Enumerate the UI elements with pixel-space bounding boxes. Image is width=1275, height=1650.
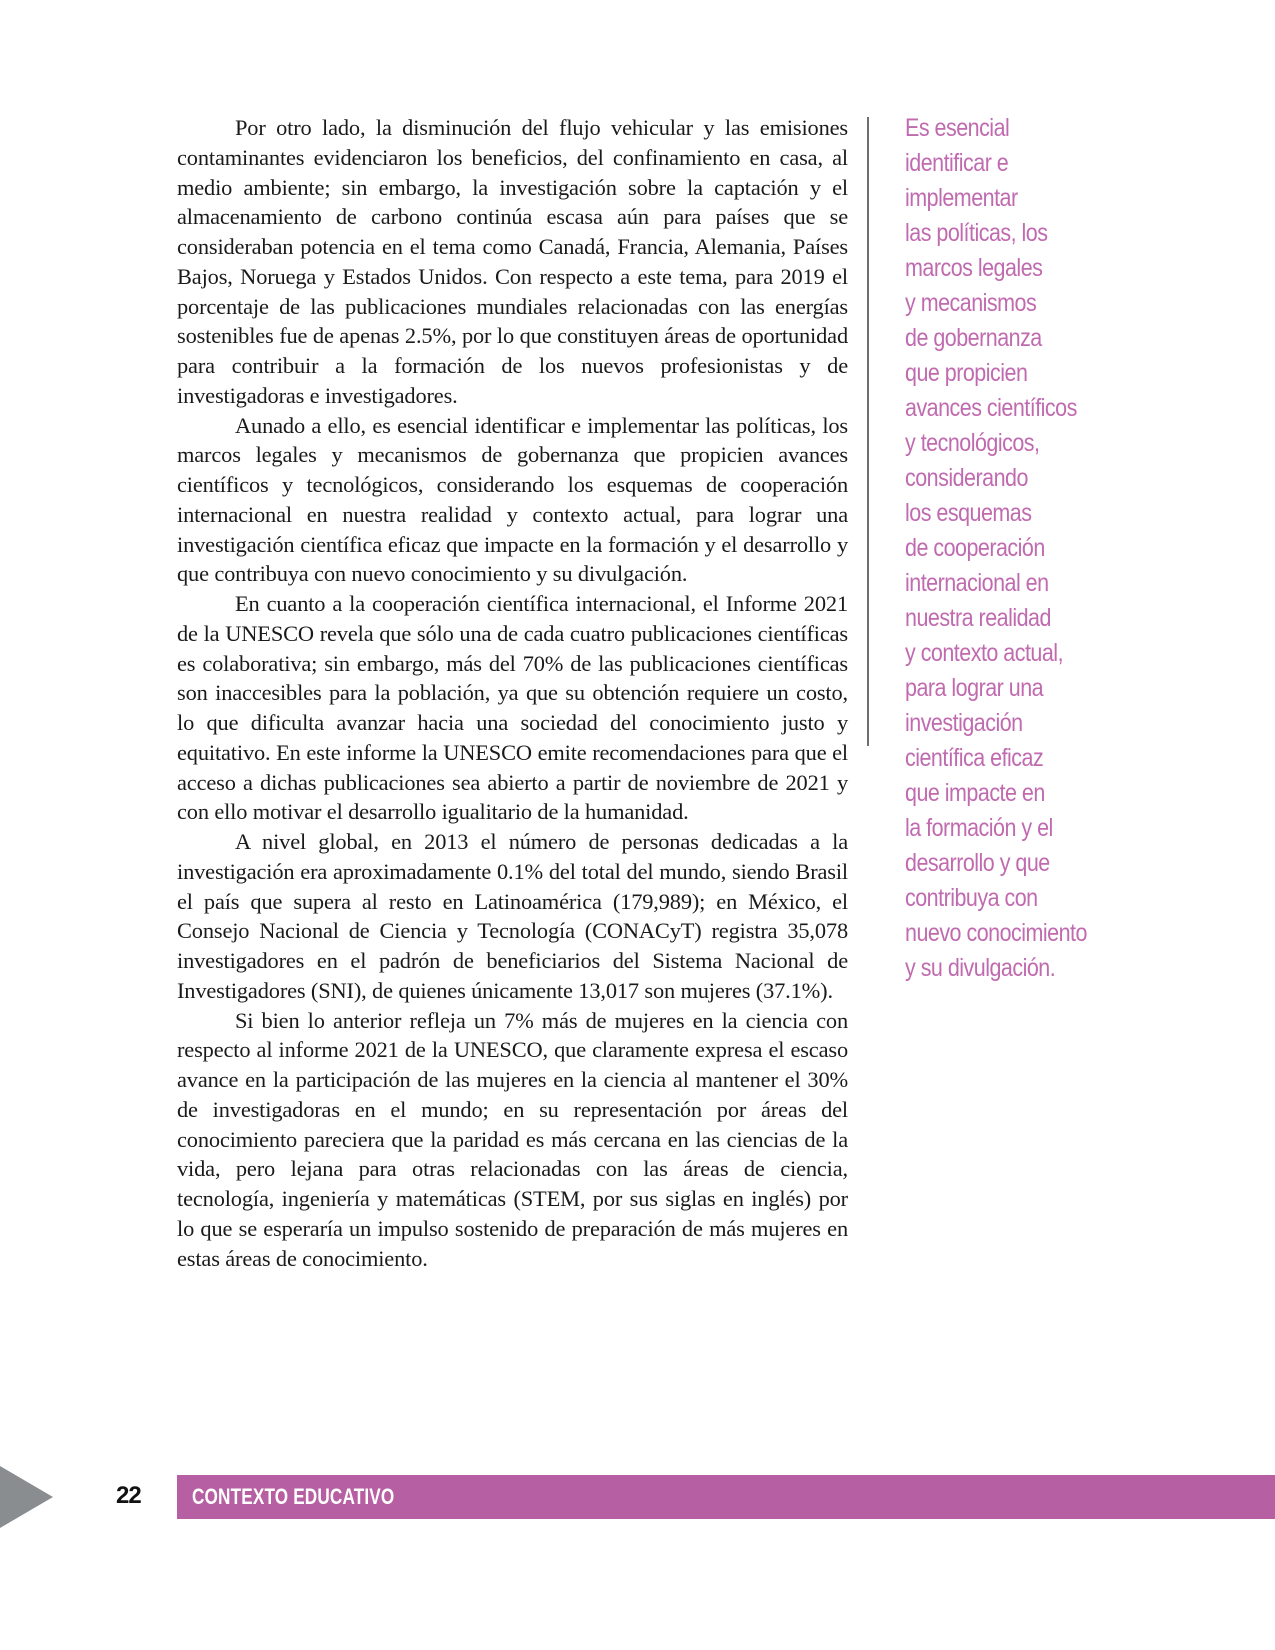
pull-quote-line: implementar <box>905 184 1018 212</box>
pull-quote-line: y contexto actual, <box>905 639 1064 667</box>
pull-quote-line: desarrollo y que <box>905 849 1050 877</box>
pull-quote-line: científica eficaz <box>905 744 1044 772</box>
paragraph-2: Aunado a ello, es esencial identificar e implementar las políticas, los marcos legales y mecanismos de gobernanza que propicien avances científicos y tecnológicos, considerando los esquemas de cooperación internacional en nuestra realidad y contexto actual, para lograr una investigación científica eficaz que impacte en la formación y el desarrollo y que contribuya con nuevo conocimiento y su divulgación. <box>177 412 848 587</box>
pull-quote-line: la formación y el <box>905 814 1053 842</box>
paragraph-1: Por otro lado, la disminución del flujo vehicular y las emisiones contaminantes evidenciaron los beneficios, del confinamiento en casa, al medio ambiente; sin embargo, la investigación sobre la captación y el almacenamiento de carbono continúa escasa aún para países que se consideraban potencia en el tema como Canadá, Francia, Alemania, Países Bajos, Noruega y Estados Unidos. Con respecto a este tema, para 2019 el porcentaje de las publicaciones mundiales relacionadas con las energías sostenibles fue de apenas 2.5%, por lo que constituyen áreas de oportunidad para contribuir a la formación de los nuevos profesionistas y de investigadoras e investigadores. <box>177 115 848 408</box>
paragraph-3: En cuanto a la cooperación científica internacional, el Informe 2021 de la UNESCO revela que sólo una de cada cuatro publicaciones científicas es colaborativa; sin embargo, más del 70% de las publicaciones científicas son inaccesibles para la población, ya que su obtención requiere un costo, lo que dificulta avanzar hacia una sociedad del conocimiento justo y equitativo. En este informe la UNESCO emite recomendaciones para que el acceso a dichas publicaciones sea abierto a partir de noviembre de 2021 y con ello motivar el desarrollo igualitario de la humanidad. <box>177 591 848 825</box>
pull-quote <box>905 111 1154 986</box>
pull-quote-line: para lograr una <box>905 674 1044 702</box>
pull-quote-line: las políticas, los <box>905 219 1048 247</box>
pull-quote-line: nuestra realidad <box>905 604 1051 632</box>
pull-quote-line: considerando <box>905 464 1028 492</box>
pull-quote-line: y mecanismos <box>905 289 1037 317</box>
pull-quote-line: los esquemas <box>905 499 1032 527</box>
pull-quote-line: contribuya con <box>905 884 1038 912</box>
section-banner <box>177 1475 1275 1519</box>
pull-quote-line: y su divulgación. <box>905 954 1056 982</box>
play-triangle-icon <box>0 1466 53 1528</box>
body-text-column <box>177 113 848 1273</box>
pull-quote-line: marcos legales <box>905 254 1043 282</box>
page-number: 22 <box>116 1482 141 1509</box>
pull-quote-line: avances científicos <box>905 394 1077 422</box>
paragraph-4: A nivel global, en 2013 el número de personas dedicadas a la investigación era aproximadamente 0.1% del total del mundo, siendo Brasil el país que supera al resto en Latinoamérica (179,989); en México, el Consejo Nacional de Ciencia y Tecnología (CONACyT) registra 35,078 investigadores en el padrón de beneficiarios del Sistema Nacional de Investigadores (SNI), de quienes únicamente 13,017 son mujeres (37.1%). <box>177 829 848 1003</box>
pull-quote-line: identificar e <box>905 149 1009 177</box>
pull-quote-line: de gobernanza <box>905 324 1042 352</box>
pull-quote-line: que propicien <box>905 359 1028 387</box>
pull-quote-line: y tecnológicos, <box>905 429 1040 457</box>
pull-quote-line: nuevo conocimiento <box>905 919 1087 947</box>
vertical-divider <box>867 117 869 746</box>
section-label: CONTEXTO EDUCATIVO <box>192 1484 395 1509</box>
paragraph-5: Si bien lo anterior refleja un 7% más de mujeres en la ciencia con respecto al informe 2021 de la UNESCO, que claramente expresa el escaso avance en la participación de las mujeres en la ciencia al mantener el 30% de investigadoras en el mundo; en su representación por áreas del conocimiento pareciera que la paridad es más cercana en las ciencias de la vida, pero lejana para otras relacionadas con las áreas de ciencia, tecnología, ingeniería y matemáticas (STEM, por sus siglas en inglés) por lo que se esperaría un impulso sostenido de preparación de más mujeres en estas áreas de conocimiento. <box>177 1007 848 1271</box>
pull-quote-line: que impacte en <box>905 779 1045 807</box>
pull-quote-line: investigación <box>905 709 1023 737</box>
pull-quote-line: de cooperación <box>905 534 1045 562</box>
pull-quote-line: Es esencial <box>905 114 1010 142</box>
pull-quote-line: internacional en <box>905 569 1049 597</box>
